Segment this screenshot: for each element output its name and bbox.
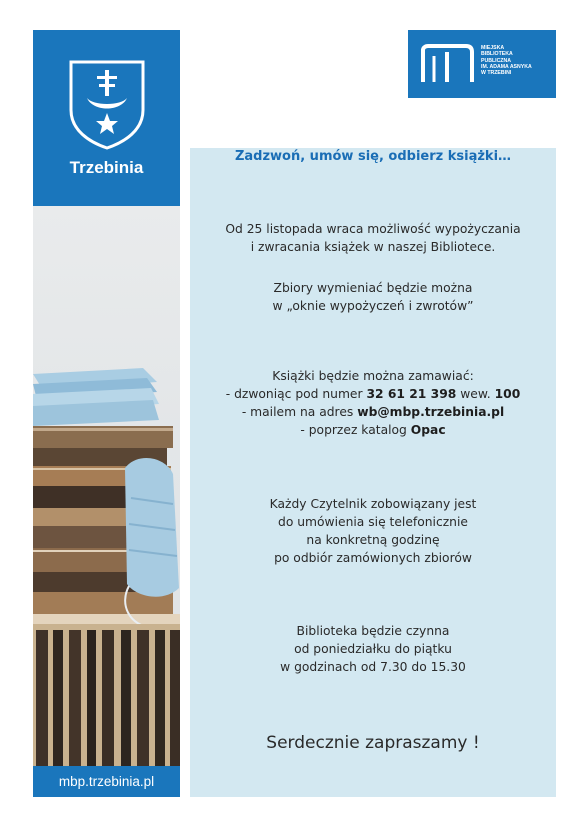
intro-line: i zwracania książek w naszej Bibliotece. [250, 240, 496, 254]
exchange-line: w „oknie wypożyczeń i zwrotów” [272, 299, 474, 313]
crest-panel [33, 30, 180, 206]
books-mask-photo [33, 206, 180, 766]
announcement-panel [190, 148, 556, 797]
phone-number[interactable]: 32 61 21 398 [366, 387, 457, 401]
email-address[interactable]: wb@mbp.trzebinia.pl [357, 405, 505, 419]
headline: Zadzwoń, umów się, odbierz książki… [234, 149, 512, 164]
hours-line: w godzinach od 7.30 do 15.30 [280, 660, 466, 674]
exchange-line: Zbiory wymieniać będzie można [273, 281, 473, 295]
hours-line: Biblioteka będzie czynna [296, 624, 450, 638]
closing-text: Serdecznie zapraszamy ! [266, 733, 480, 753]
logo-line: PUBLICZNA [481, 57, 511, 64]
coat-of-arms-icon [67, 58, 147, 150]
city-name: Trzebinia [69, 158, 144, 177]
exchange-paragraph [190, 279, 556, 315]
appointment-line: na konkretną godzinę [306, 533, 440, 547]
ordering-title: Książki będzie można zamawiać: [272, 369, 474, 383]
appointment-paragraph [190, 495, 556, 567]
ordering-phone [190, 385, 556, 403]
library-logo [408, 30, 556, 98]
ordering-catalog [190, 421, 556, 439]
email-prefix: - mailem na adres [241, 405, 358, 419]
phone-ext-label: wew. [456, 387, 495, 401]
library-logo-text [481, 45, 553, 76]
intro-paragraph [190, 220, 556, 256]
appointment-line: po odbiór zamówionych zbiorów [274, 551, 472, 565]
ordering-email [190, 403, 556, 421]
phone-prefix: - dzwoniąc pod numer [225, 387, 367, 401]
hours-line: od poniedziałku do piątku [294, 642, 452, 656]
phone-extension: 100 [494, 387, 521, 401]
logo-line: BIBLIOTEKA [481, 51, 513, 58]
catalog-prefix: - poprzez katalog [300, 423, 411, 437]
hours-paragraph [190, 622, 556, 676]
library-logo-mark-icon [420, 44, 474, 84]
catalog-name[interactable]: Opac [410, 423, 446, 437]
website-bar [33, 766, 180, 797]
appointment-line: do umówienia się telefonicznie [278, 515, 468, 529]
ordering-paragraph [190, 367, 556, 439]
logo-line: MIEJSKA [481, 45, 505, 51]
website-url[interactable]: mbp.trzebinia.pl [58, 774, 155, 789]
left-column [33, 30, 180, 797]
appointment-line: Każdy Czytelnik zobowiązany jest [269, 497, 477, 511]
logo-line: IM. ADAMA ASNYKA [481, 63, 532, 70]
logo-line: W TRZEBINI [481, 70, 512, 77]
intro-line: Od 25 listopada wraca możliwość wypożyczania [225, 222, 521, 236]
books-illustration [33, 206, 180, 766]
